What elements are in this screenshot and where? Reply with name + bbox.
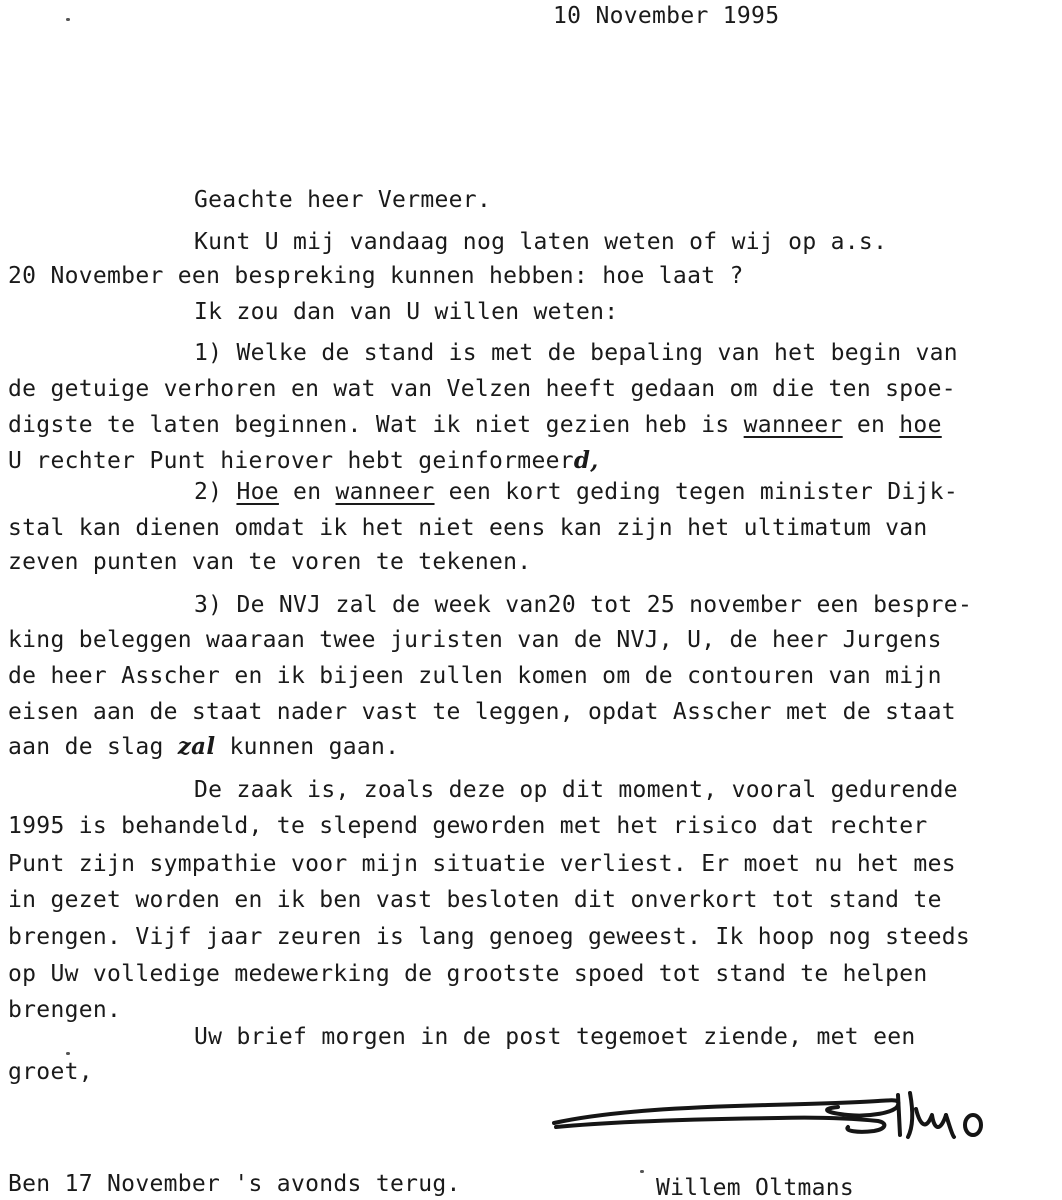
sign-off-line-2: groet, xyxy=(8,1059,93,1085)
point-2-line-1 xyxy=(194,478,958,506)
underlined-hoe: hoe xyxy=(899,412,942,438)
point-1-line-3-text: digste te laten beginnen. Wat ik niet gezien heb is xyxy=(8,412,744,438)
point-1-line-3-join: en xyxy=(842,412,900,438)
point-3-line-4: eisen aan de staat nader vast te leggen, opdat Asscher met de staat xyxy=(8,699,956,725)
point-2-number: 2) xyxy=(194,479,237,505)
closing-line-4: in gezet worden en ik ben vast besloten dit onverkort tot stand te xyxy=(8,887,942,913)
point-2-join: en xyxy=(278,479,336,505)
intro-line-2 xyxy=(8,262,744,290)
signer-name: Willem Oltmans xyxy=(656,1175,855,1200)
closing-line-6: op Uw volledige medewerking de grootste spoed tot stand te helpen xyxy=(8,961,928,987)
closing-line-2: 1995 is behandeld, te slepend geworden met het risico dat rechter xyxy=(8,813,928,839)
point-3-line-5-text: aan de slag xyxy=(8,734,178,760)
point-2-line-3: zeven punten van te voren te tekenen. xyxy=(8,549,532,575)
point-1-line-3 xyxy=(8,411,942,439)
point-1-line-2: de getuige verhoren en wat van Velzen heeft gedaan om die ten spoe- xyxy=(8,376,956,402)
intro-line-1: Kunt U mij vandaag nog laten weten of wij op a.s. xyxy=(194,229,888,255)
intro-line-2-text: een bespreking kunnen hebben: hoe laat ? xyxy=(177,263,744,289)
underlined-wanneer: wanneer xyxy=(743,412,843,438)
intro-line-3: Ik zou dan van U willen weten: xyxy=(194,299,619,325)
closing-line-5: brengen. Vijf jaar zeuren is lang genoeg geweest. Ik hoop nog steeds xyxy=(8,924,971,950)
underlined-wanneer: wanneer xyxy=(335,479,435,505)
salutation: Geachte heer Vermeer. xyxy=(194,187,492,213)
point-2-line-2: stal kan dienen omdat ik het niet eens kan zijn het ultimatum van xyxy=(8,515,928,541)
point-3-line-5-end: kunnen gaan. xyxy=(215,734,400,760)
letter-date: 10 November 1995 xyxy=(553,3,780,29)
point-1-line-4 xyxy=(8,447,599,475)
underlined-hoe: Hoe xyxy=(236,479,279,505)
postscript: Ben 17 November 's avonds terug. xyxy=(8,1171,461,1197)
sign-off-line-1: Uw brief morgen in de post tegemoet ziende, met een xyxy=(194,1024,916,1050)
meeting-date: 20 November xyxy=(8,263,164,289)
handwritten-correction: zal xyxy=(177,733,216,760)
point-2-line-1-text: een kort geding tegen minister Dijk- xyxy=(434,479,958,505)
closing-line-7: brengen. xyxy=(8,997,122,1023)
handwritten-signature xyxy=(548,1085,988,1155)
point-3-line-5 xyxy=(8,733,399,761)
handwritten-correction: d, xyxy=(573,447,599,474)
scan-speck xyxy=(66,1052,70,1055)
scan-speck xyxy=(66,18,70,21)
scan-speck xyxy=(640,1170,644,1173)
point-3-line-3: de heer Asscher en ik bijeen zullen komen om de contouren van mijn xyxy=(8,663,942,689)
closing-line-3: Punt zijn sympathie voor mijn situatie verliest. Er moet nu het mes xyxy=(8,851,956,877)
point-1-line-1: 1) Welke de stand is met de bepaling van het begin van xyxy=(194,340,958,366)
point-1-line-4-text: U rechter Punt hierover hebt geinformeer xyxy=(8,448,574,474)
closing-line-1: De zaak is, zoals deze op dit moment, vooral gedurende xyxy=(194,777,958,803)
point-3-line-1: 3) De NVJ zal de week van20 tot 25 november een bespre- xyxy=(194,592,973,618)
point-3-line-2: king beleggen waaraan twee juristen van de NVJ, U, de heer Jurgens xyxy=(8,627,942,653)
